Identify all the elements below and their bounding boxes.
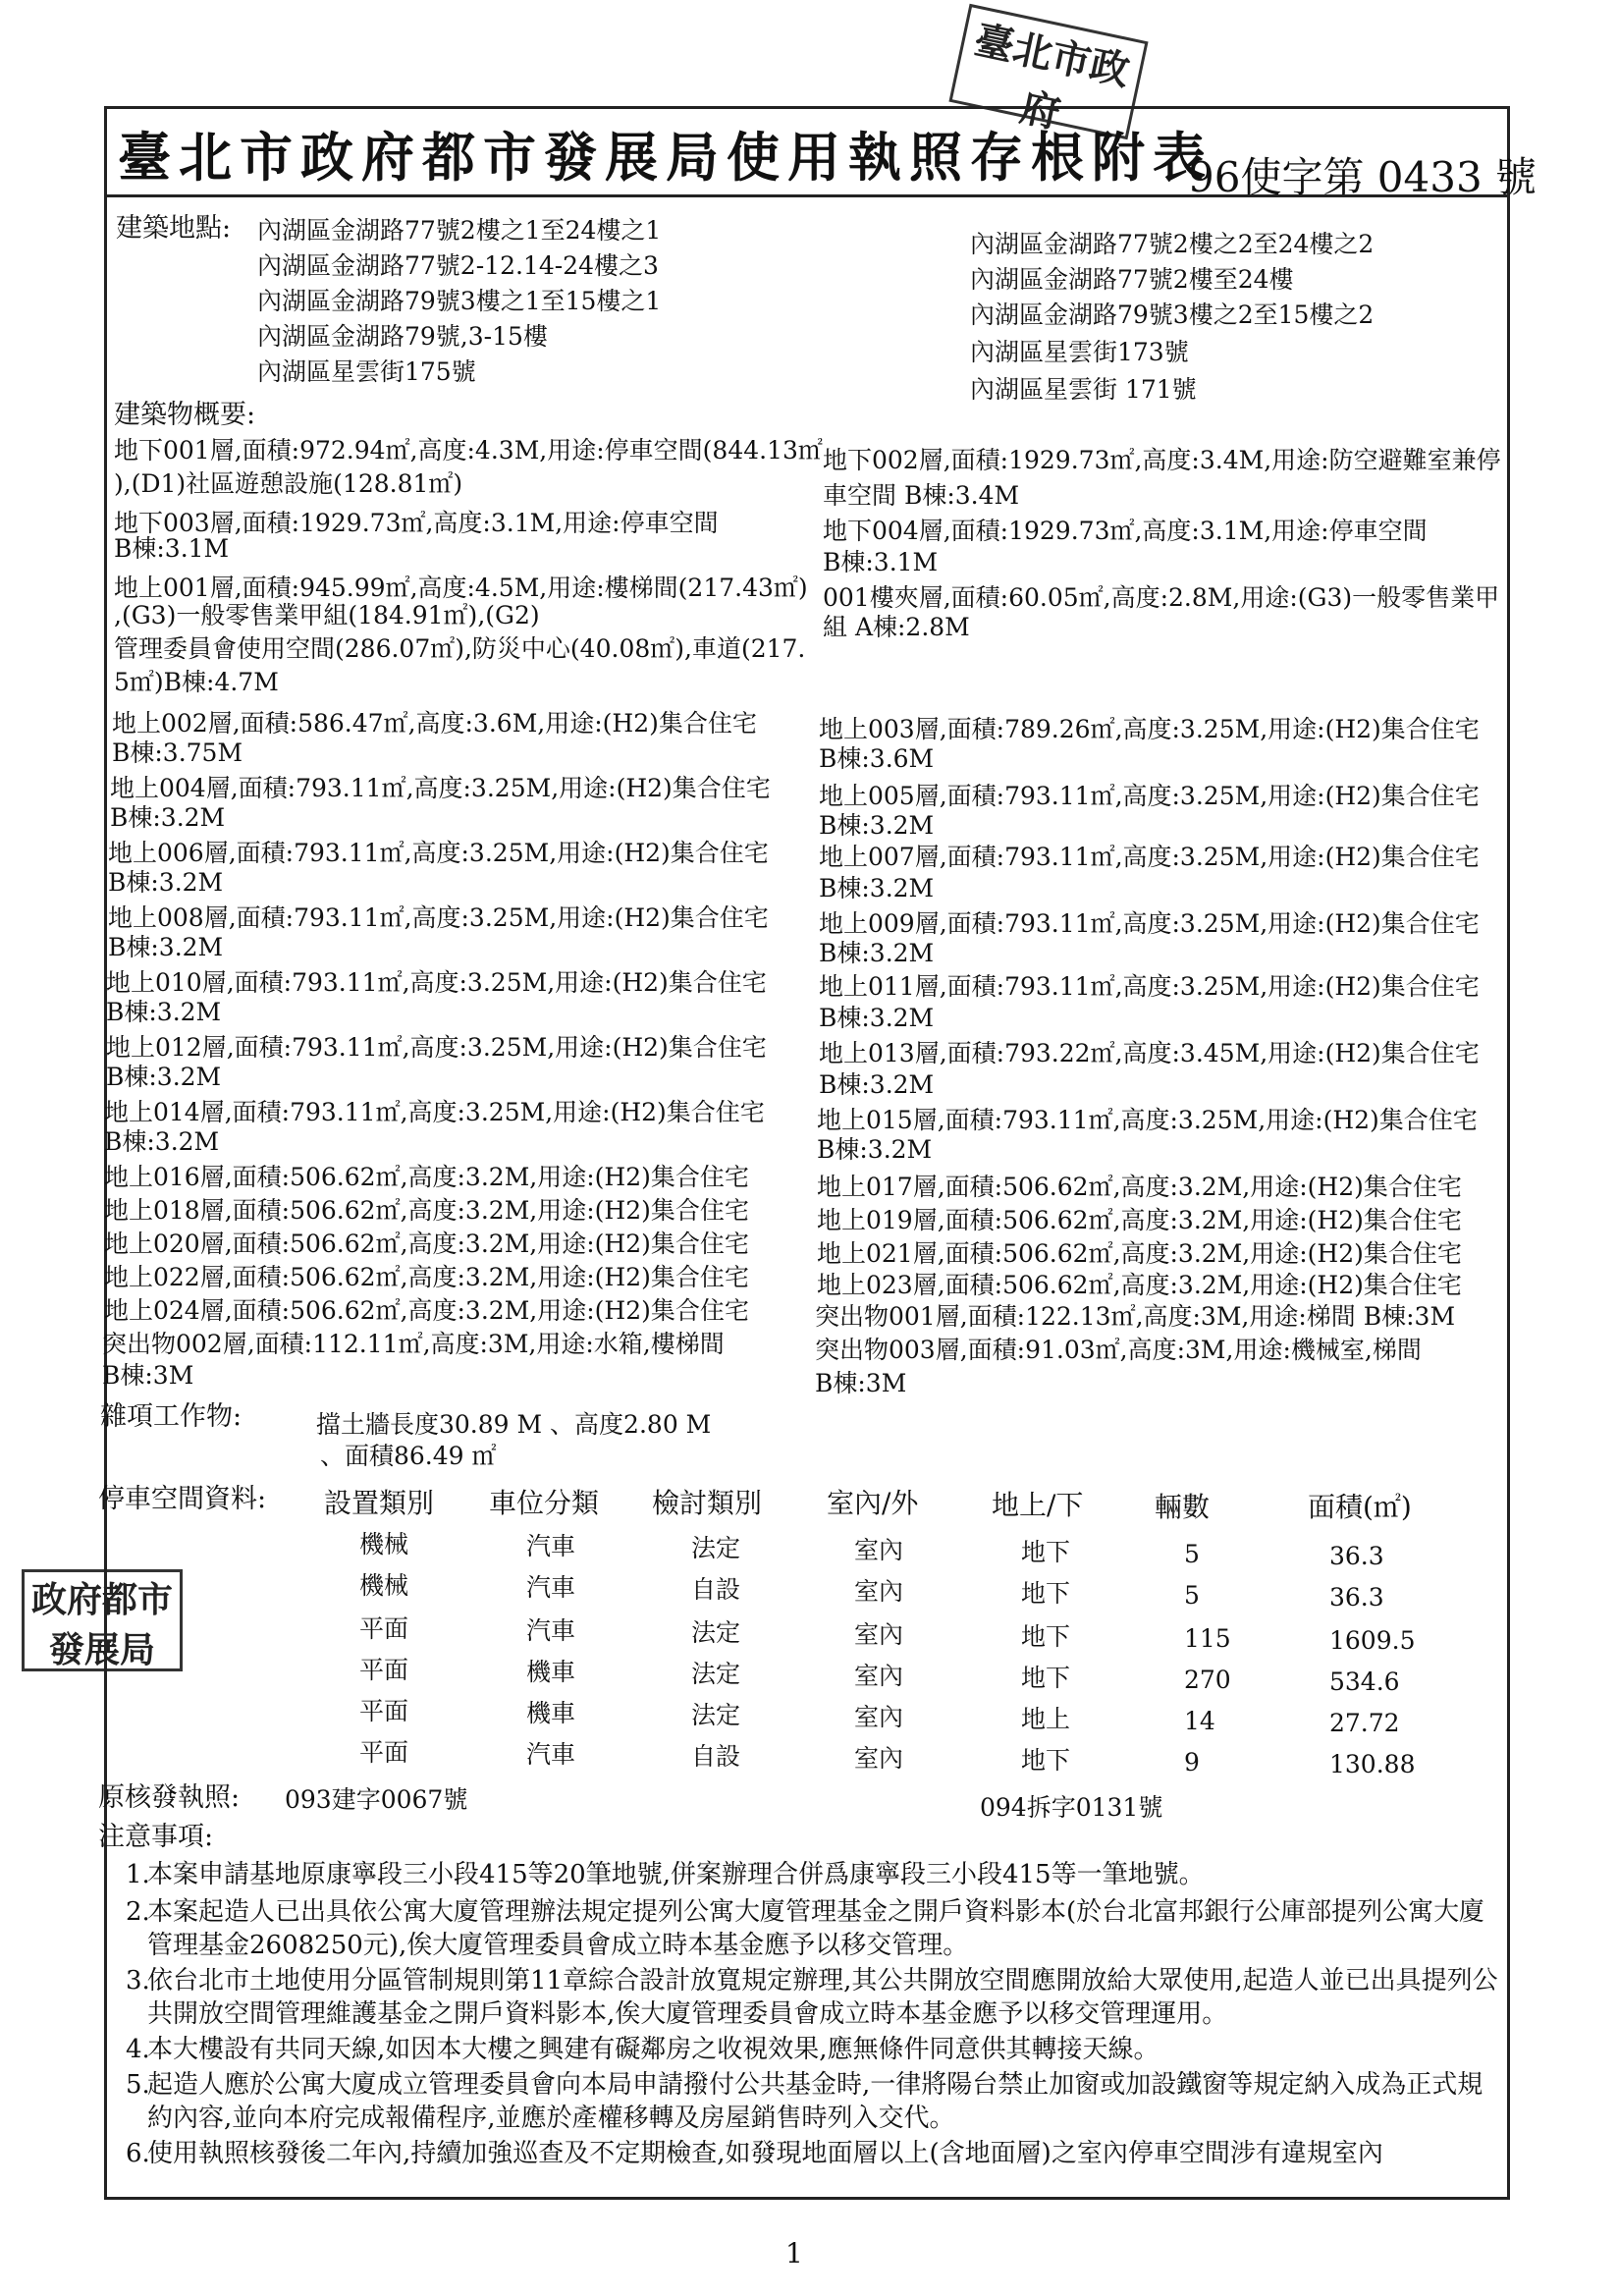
building-line: 地下001層,面積:972.94㎡,高度:4.3M,用途:停車空間(844.13㎡ (114, 436, 823, 465)
building-line: B棟:3.2M (108, 933, 224, 961)
parking-cell: 機車 (526, 1658, 576, 1686)
note-text: 本大樓設有共同天線,如因本大樓之興建有礙鄰房之收視效果,應無條件同意供其轉接天線。 (147, 2035, 1160, 2064)
site-address: 內湖區金湖路79號,3-15樓 (257, 322, 548, 351)
parking-cell: 汽車 (526, 1740, 576, 1769)
parking-cell: 室內 (854, 1577, 904, 1606)
parking-cell: 法定 (691, 1534, 741, 1562)
note-item (126, 1858, 1520, 1891)
parking-header-cell: 輛數 (1155, 1491, 1211, 1523)
note-item (126, 2033, 1520, 2066)
parking-cell: 地下 (1021, 1746, 1071, 1775)
notes-label: 注意事項: (98, 1822, 214, 1852)
parking-cell: 130.88 (1329, 1750, 1416, 1778)
parking-cell: 地下 (1021, 1579, 1071, 1608)
parking-cell: 室內 (854, 1536, 904, 1564)
note-item (126, 2137, 1520, 2170)
seal-char: 政 (30, 1579, 67, 1620)
building-line: 地上018層,面積:506.62㎡,高度:3.2M,用途:(H2)集合住宅 (104, 1196, 749, 1225)
building-line: 地上009層,面積:793.11㎡,高度:3.25M,用途:(H2)集合住宅 (819, 909, 1480, 938)
page-number: 1 (785, 2237, 803, 2269)
parking-cell: 機械 (359, 1571, 409, 1600)
parking-cell: 36.3 (1329, 1583, 1384, 1612)
seal-char: 北 (1008, 25, 1057, 79)
parking-cell: 法定 (691, 1660, 741, 1688)
building-line: B棟:3.2M (817, 1135, 933, 1164)
seal-char: 都 (102, 1579, 138, 1620)
parking-cell: 法定 (691, 1701, 741, 1729)
building-line: 突出物003層,面積:91.03㎡,高度:3M,用途:機械室,梯間 (815, 1336, 1422, 1364)
note-text: 使用執照核發後二年內,持續加強巡查及不定期檢查,如發現地面層以上(含地面層)之室內停車空間涉有違規室內 (147, 2139, 1383, 2168)
building-line: ,(G3)一般零售業甲組(184.91㎡),(G2) (114, 601, 540, 629)
misc-works-label: 雜項工作物: (100, 1401, 243, 1432)
parking-cell: 汽車 (526, 1532, 576, 1560)
building-line: 地上003層,面積:789.26㎡,高度:3.25M,用途:(H2)集合住宅 (819, 715, 1480, 743)
building-line: 突出物002層,面積:112.11㎡,高度:3M,用途:水箱,樓梯間 (102, 1330, 725, 1358)
building-line: B棟:3.2M (106, 1063, 222, 1091)
parking-cell: 115 (1184, 1624, 1231, 1653)
seal-char: 市 (137, 1579, 174, 1620)
parking-cell: 汽車 (526, 1573, 576, 1602)
site-address: 內湖區星雲街 171號 (970, 375, 1197, 404)
building-line: B棟:3.2M (819, 811, 935, 840)
building-line: B棟:3M (815, 1369, 907, 1397)
building-line: 地上012層,面積:793.11㎡,高度:3.25M,用途:(H2)集合住宅 (106, 1033, 767, 1062)
building-line: 地上010層,面積:793.11㎡,高度:3.25M,用途:(H2)集合住宅 (106, 968, 767, 997)
site-address: 內湖區金湖路77號2樓之2至24樓之2 (970, 230, 1375, 258)
building-line: 地上007層,面積:793.11㎡,高度:3.25M,用途:(H2)集合住宅 (819, 843, 1480, 871)
note-text: 依台北市土地使用分區管制規則第11章綜合設計放寬規定辦理,其公共開放空間應開放給大眾使用,起造人並已出具提列公共開放空間管理維護基金之開戶資料影本,俟大廈管理委員會成立時本基金應予以移交管理運用。 (147, 1966, 1498, 2029)
original-license-number: 093建字0067號 (285, 1785, 468, 1814)
misc-works-line: 擋土牆長度30.89 M 、高度2.80 M (316, 1410, 712, 1439)
building-line: 地上024層,面積:506.62㎡,高度:3.2M,用途:(H2)集合住宅 (104, 1296, 749, 1325)
building-line: 001樓夾層,面積:60.05㎡,高度:2.8M,用途:(G3)一般零售業甲 (823, 583, 1500, 612)
parking-cell: 自設 (691, 1575, 741, 1604)
building-line: B棟:3.75M (112, 738, 243, 767)
building-line: B棟:3.2M (108, 868, 224, 897)
parking-cell: 室內 (854, 1662, 904, 1690)
site-address: 內湖區金湖路77號2樓之1至24樓之1 (257, 216, 662, 245)
seal-char: 發 (48, 1629, 84, 1670)
original-license-number-2: 094拆字0131號 (980, 1793, 1163, 1822)
building-line: 地上021層,面積:506.62㎡,高度:3.2M,用途:(H2)集合住宅 (817, 1239, 1462, 1268)
parking-header-cell: 車位分類 (489, 1487, 600, 1519)
original-license-label: 原核發執照: (98, 1782, 241, 1813)
parking-cell: 機械 (359, 1530, 409, 1558)
parking-cell: 平面 (359, 1614, 409, 1643)
parking-cell: 地下 (1021, 1538, 1071, 1566)
note-number: 6. (126, 2139, 150, 2168)
building-line: 地上002層,面積:586.47㎡,高度:3.6M,用途:(H2)集合住宅 (112, 709, 757, 738)
site-address: 內湖區金湖路79號3樓之2至15樓之2 (970, 301, 1375, 329)
building-line: 地上011層,面積:793.11㎡,高度:3.25M,用途:(H2)集合住宅 (819, 972, 1480, 1001)
note-text: 本案申請基地原康寧段三小段415等20筆地號,併案辦理合併爲康寧段三小段415等一筆地號。 (147, 1860, 1205, 1889)
building-line: B棟:3.2M (819, 1004, 935, 1032)
parking-cell: 地上 (1021, 1705, 1071, 1733)
note-text: 起造人應於公寓大廈成立管理委員會向本局申請撥付公共基金時,一律將陽台禁止加窗或加設鐵窗等規定納入成為正式規約內容,並向本府完成報備程序,並應於產權移轉及房屋銷售時列入交代。 (147, 2070, 1483, 2133)
parking-cell: 法定 (691, 1618, 741, 1647)
parking-cell: 地下 (1021, 1622, 1071, 1651)
site-address: 內湖區星雲街175號 (257, 357, 476, 386)
building-line: B棟:3.2M (819, 939, 935, 967)
building-line: 地下002層,面積:1929.73㎡,高度:3.4M,用途:防空避難室兼停 (823, 446, 1501, 474)
site-address: 內湖區星雲街173號 (970, 338, 1189, 366)
building-line: B棟:3.2M (104, 1127, 220, 1156)
note-item (126, 1964, 1520, 2031)
note-number: 1. (126, 1860, 150, 1889)
building-line: B棟:3M (102, 1361, 194, 1390)
parking-cell: 270 (1184, 1666, 1231, 1694)
building-label: 建築物概要: (114, 400, 256, 430)
parking-cell: 平面 (359, 1656, 409, 1684)
parking-cell: 地下 (1021, 1664, 1071, 1692)
building-line: 地上006層,面積:793.11㎡,高度:3.25M,用途:(H2)集合住宅 (108, 839, 769, 867)
building-line: B棟:3.2M (110, 803, 226, 832)
building-line: 地上013層,面積:793.22㎡,高度:3.45M,用途:(H2)集合住宅 (819, 1039, 1480, 1067)
seal-char: 展 (83, 1629, 120, 1670)
building-line: 突出物001層,面積:122.13㎡,高度:3M,用途:梯間 B棟:3M (815, 1302, 1456, 1331)
parking-cell: 室內 (854, 1744, 904, 1773)
building-line: 5㎡)B棟:4.7M (114, 668, 279, 696)
building-line: 地上004層,面積:793.11㎡,高度:3.25M,用途:(H2)集合住宅 (110, 774, 771, 802)
building-line: B棟:3.2M (819, 874, 935, 902)
note-text: 本案起造人已出具依公寓大廈管理辦法規定提列公寓大廈管理基金之開戶資料影本(於台北富邦銀行公庫部提列公寓大廈管理基金2608250元),俟大廈管理委員會成立時本基金應予以移交管理。 (147, 1897, 1485, 1960)
building-line: 地上008層,面積:793.11㎡,高度:3.25M,用途:(H2)集合住宅 (108, 903, 769, 932)
building-line: B棟:3.2M (106, 998, 222, 1026)
building-line: B棟:3.2M (819, 1070, 935, 1099)
parking-cell: 14 (1184, 1707, 1215, 1735)
note-item (126, 2068, 1520, 2135)
parking-cell: 室內 (854, 1620, 904, 1649)
building-line: 組 A棟:2.8M (823, 613, 970, 641)
parking-cell: 平面 (359, 1697, 409, 1725)
building-line: B棟:3.1M (823, 548, 939, 576)
site-address: 內湖區金湖路77號2-12.14-24樓之3 (257, 251, 659, 280)
parking-cell: 自設 (691, 1742, 741, 1771)
parking-header-cell: 設置類別 (324, 1487, 435, 1519)
building-line: 地上020層,面積:506.62㎡,高度:3.2M,用途:(H2)集合住宅 (104, 1230, 749, 1258)
seal-char: 府 (66, 1579, 102, 1620)
seal-char: 市 (1047, 32, 1096, 87)
note-number: 5. (126, 2070, 150, 2100)
permit-number: 96使字第 0433 號 (1188, 153, 1537, 201)
parking-cell: 5 (1184, 1581, 1200, 1610)
parking-cell: 1609.5 (1329, 1626, 1416, 1655)
site-address: 內湖區金湖路77號2樓至24樓 (970, 265, 1294, 294)
parking-cell: 27.72 (1329, 1709, 1400, 1737)
parking-header-cell: 檢討類別 (652, 1487, 763, 1519)
building-line: 地上005層,面積:793.11㎡,高度:3.25M,用途:(H2)集合住宅 (819, 782, 1480, 810)
building-line: 地上022層,面積:506.62㎡,高度:3.2M,用途:(H2)集合住宅 (104, 1263, 749, 1291)
building-line: B棟:3.6M (819, 744, 935, 773)
building-line: 地上015層,面積:793.11㎡,高度:3.25M,用途:(H2)集合住宅 (817, 1106, 1478, 1134)
parking-cell: 5 (1184, 1540, 1200, 1568)
building-line: ),(D1)社區遊憩設施(128.81㎡) (114, 469, 463, 498)
building-line: 地上023層,面積:506.62㎡,高度:3.2M,用途:(H2)集合住宅 (817, 1271, 1462, 1299)
building-line: 地上016層,面積:506.62㎡,高度:3.2M,用途:(H2)集合住宅 (104, 1163, 749, 1191)
building-line: 地下004層,面積:1929.73㎡,高度:3.1M,用途:停車空間 (823, 517, 1428, 545)
parking-header-cell: 面積(㎡) (1308, 1491, 1412, 1523)
site-address: 內湖區金湖路79號3樓之1至15樓之1 (257, 287, 662, 315)
note-number: 2. (126, 1897, 150, 1927)
note-number: 3. (126, 1966, 150, 1995)
parking-header-cell: 室內/外 (827, 1487, 919, 1519)
building-line: 車空間 B棟:3.4M (823, 481, 1020, 510)
misc-works-line: 、面積86.49 ㎡ (320, 1442, 497, 1470)
building-line: 地上017層,面積:506.62㎡,高度:3.2M,用途:(H2)集合住宅 (817, 1173, 1462, 1201)
parking-cell: 平面 (359, 1738, 409, 1767)
parking-cell: 室內 (854, 1703, 904, 1731)
building-line: 地下003層,面積:1929.73㎡,高度:3.1M,用途:停車空間 (114, 509, 719, 537)
note-item (126, 1895, 1520, 1962)
parking-cell: 36.3 (1329, 1542, 1384, 1570)
seal-char: 臺 (970, 17, 1019, 71)
parking-cell: 汽車 (526, 1616, 576, 1645)
building-line: 地上001層,面積:945.99㎡,高度:4.5M,用途:樓梯間(217.43㎡) (114, 574, 808, 602)
note-number: 4. (126, 2035, 150, 2064)
seal-char: 政 (1085, 41, 1134, 95)
parking-cell: 9 (1184, 1748, 1200, 1777)
parking-cell: 機車 (526, 1699, 576, 1727)
site-label: 建築地點: (116, 213, 232, 244)
seal-char: 局 (120, 1629, 156, 1670)
parking-header-cell: 地上/下 (992, 1489, 1084, 1521)
document-title: 臺北市政府都市發展局使用執照存根附表 (118, 126, 1214, 189)
building-line: 管理委員會使用空間(286.07㎡),防災中心(40.08㎡),車道(217. (114, 634, 806, 663)
building-line: 地上014層,面積:793.11㎡,高度:3.25M,用途:(H2)集合住宅 (104, 1098, 765, 1126)
parking-label: 停車空間資料: (98, 1484, 267, 1514)
seal-char: 府 (1016, 83, 1065, 137)
building-line: 地上019層,面積:506.62㎡,高度:3.2M,用途:(H2)集合住宅 (817, 1206, 1462, 1234)
building-line: B棟:3.1M (114, 534, 230, 563)
parking-cell: 534.6 (1329, 1667, 1400, 1696)
